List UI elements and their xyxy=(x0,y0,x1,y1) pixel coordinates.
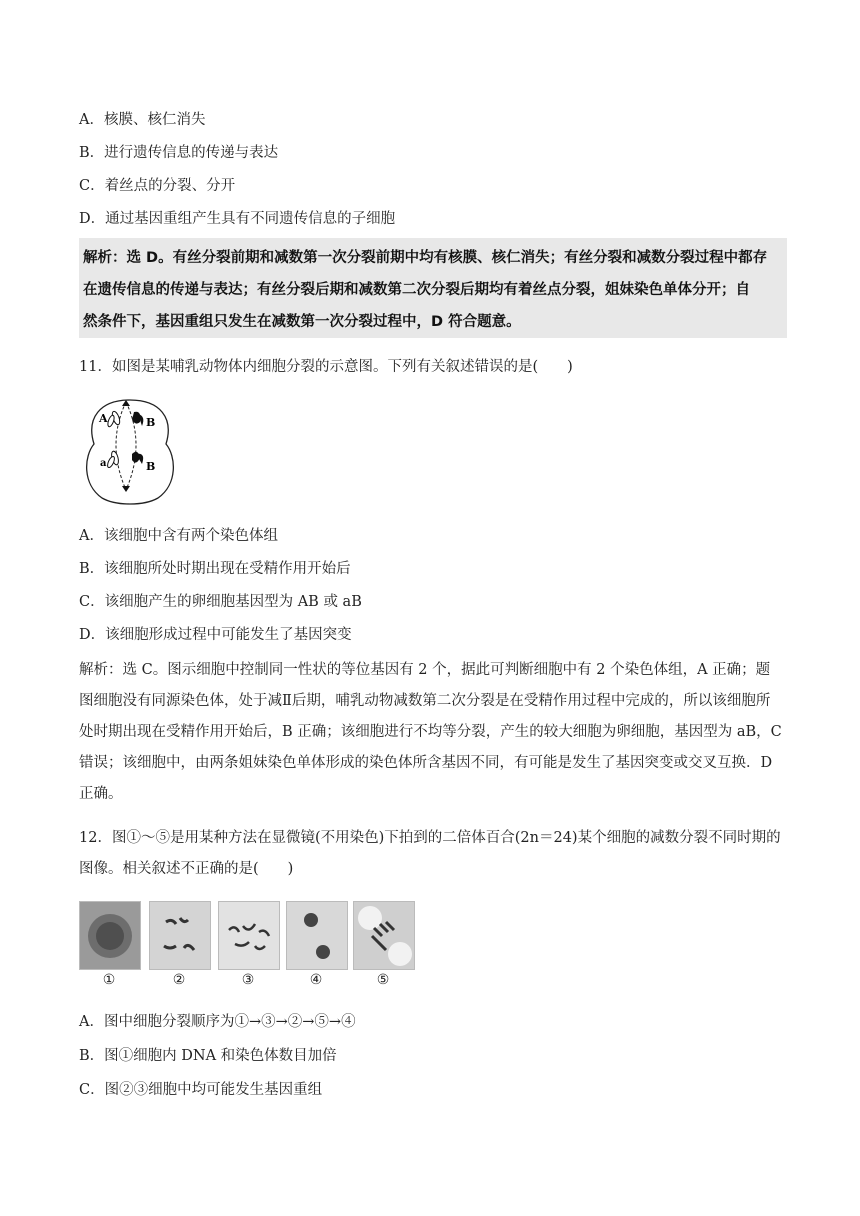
q10-analysis-line-2: 在遗传信息的传递与表达；有丝分裂后期和减数第二次分裂后期均有着丝点分裂，姐妹染色单体分开；自 xyxy=(83,282,750,298)
q11-option-c: C．该细胞产生的卵细胞基因型为 AB 或 aB xyxy=(79,594,362,610)
micrograph-label-4: ④ xyxy=(309,972,323,988)
micrograph-3 xyxy=(218,901,280,970)
micrograph-label-1: ① xyxy=(102,972,116,988)
micrograph-label-3: ③ xyxy=(241,972,255,988)
gene-label-a-lower: a xyxy=(100,458,107,469)
cell-division-diagram xyxy=(80,396,180,508)
q11-analysis: 解析：选 C。图示细胞中控制同一性状的等位基因有 2 个，据此可判断细胞中有 2 个染色体组，A 正确；题图细胞没有同源染色体，处于减Ⅱ后期，哺乳动物减数第二次分裂是在受精作用过程中完成的，所以该细胞所处时期出现在受精作用开始后，B 正确；该细胞进行不均等分裂，产生的较大细胞为卵细胞，基因型为 aB，C 错误；该细胞中，由两条姐妹染色单体形成的染色体所含基因不同，有可能是发生了基因突变或交叉互换．D 正确。 xyxy=(79,662,782,802)
q10-option-a: A．核膜、核仁消失 xyxy=(79,112,206,128)
chromosome-a-upper-2 xyxy=(107,415,116,428)
micrograph-4 xyxy=(286,901,348,970)
q11-option-b: B．该细胞所处时期出现在受精作用开始后 xyxy=(79,561,351,577)
q12-stem: 12．图①～⑤是用某种方法在显微镜(不用染色)下拍到的二倍体百合(2n＝24)某个细胞的减数分裂不同时期的图像。相关叙述不正确的是( ) xyxy=(79,830,781,877)
q10-analysis-line-3: 然条件下，基因重组只发生在减数第一次分裂过程中，D 符合题意。 xyxy=(83,314,521,330)
gene-label-a-upper: A xyxy=(99,412,108,425)
q11-stem: 11．如图是某哺乳动物体内细胞分裂的示意图。下列有关叙述错误的是( ) xyxy=(79,359,573,375)
q12-option-a: A．图中细胞分裂顺序为①→③→②→⑤→④ xyxy=(79,1014,356,1030)
q10-option-c: C．着丝点的分裂、分开 xyxy=(79,178,236,194)
micrograph-label-2: ② xyxy=(172,972,186,988)
q10-option-d: D．通过基因重组产生具有不同遗传信息的子细胞 xyxy=(79,211,396,227)
gene-label-b-lower: B xyxy=(146,460,156,473)
gene-label-b-upper: B xyxy=(146,416,156,429)
q10-option-b: B．进行遗传信息的传递与表达 xyxy=(79,145,279,161)
q11-option-d: D．该细胞形成过程中可能发生了基因突变 xyxy=(79,627,352,643)
micrograph-1 xyxy=(79,901,141,970)
micrograph-2 xyxy=(149,901,211,970)
q10-analysis-line-1: 解析：选 D。有丝分裂前期和减数第一次分裂前期中均有核膜、核仁消失；有丝分裂和减数分裂过程中都存 xyxy=(83,250,768,266)
micrograph-label-5: ⑤ xyxy=(376,972,390,988)
q12-option-b: B．图①细胞内 DNA 和染色体数目加倍 xyxy=(79,1048,337,1064)
micrograph-5 xyxy=(353,901,415,970)
q11-option-a: A．该细胞中含有两个染色体组 xyxy=(79,528,278,544)
q12-option-c: C．图②③细胞中均可能发生基因重组 xyxy=(79,1082,323,1098)
q10-analysis-box xyxy=(79,238,787,338)
centriole-bottom xyxy=(122,486,130,492)
